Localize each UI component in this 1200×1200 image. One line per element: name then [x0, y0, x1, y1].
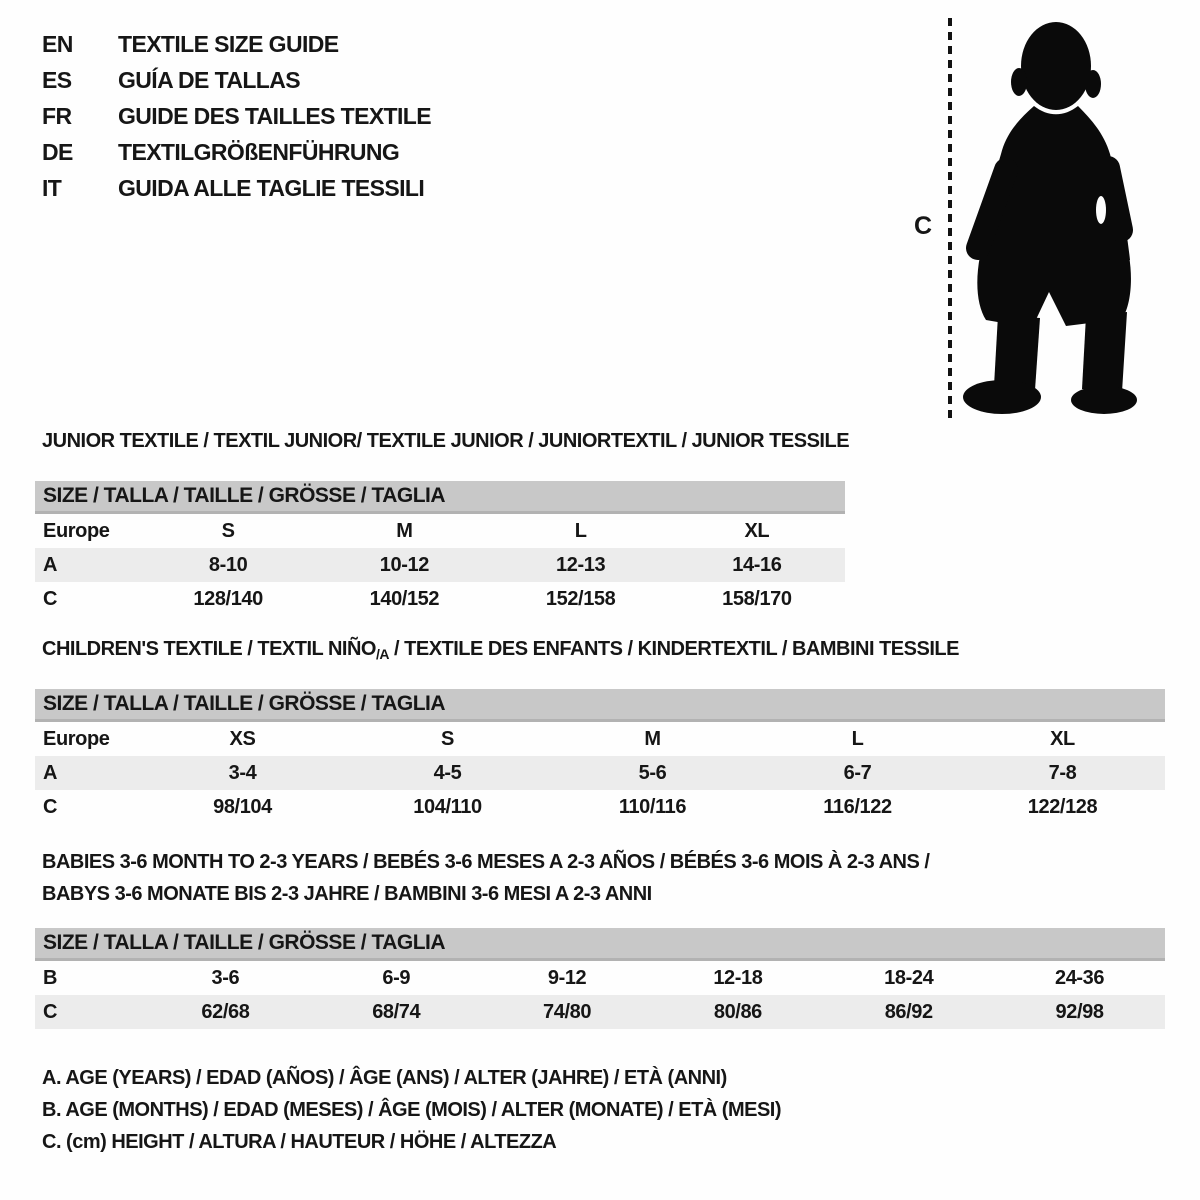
lang-code-fr: FR: [42, 102, 72, 129]
legend-line-a: A. AGE (YEARS) / EDAD (AÑOS) / ÂGE (ANS) / ALTER (JAHRE) / ETÀ (ANNI): [42, 1066, 727, 1089]
lang-label-en: TEXTILE SIZE GUIDE: [118, 30, 339, 57]
legend-line-b: B. AGE (MONTHS) / EDAD (MESES) / ÂGE (MOIS) / ALTER (MONATE) / ETÀ (MESI): [42, 1098, 782, 1121]
table-cell: 6-7: [843, 761, 872, 784]
table-cell: 8-10: [208, 553, 248, 576]
lang-code-es: ES: [42, 66, 72, 93]
table-row: [35, 582, 845, 616]
lang-row-en: [42, 26, 431, 62]
junior-section-title: JUNIOR TEXTILE / TEXTIL JUNIOR/ TEXTILE JUNIOR / JUNIORTEXTIL / JUNIOR TESSILE: [42, 430, 850, 452]
lang-code-de: DE: [42, 138, 73, 165]
legend-line-c: C. (cm) HEIGHT / ALTURA / HAUTEUR / HÖHE / ALTEZZA: [42, 1130, 557, 1153]
table-cell: 74/80: [543, 1000, 592, 1023]
table-cell: 110/116: [618, 795, 687, 818]
table-cell: 14-16: [732, 553, 782, 576]
table-cell: S: [441, 727, 454, 750]
table-cell: 4-5: [433, 761, 462, 784]
table-cell: 10-12: [379, 553, 429, 576]
table-cell: 62/68: [201, 1000, 250, 1023]
table-cell: 158/170: [722, 587, 792, 610]
children-size-header: SIZE / TALLA / TAILLE / GRÖSSE / TAGLIA: [35, 689, 1165, 722]
table-cell: 86/92: [884, 1000, 933, 1023]
table-row: [35, 514, 845, 548]
table-cell: 3-4: [228, 761, 257, 784]
lang-label-de: TEXTILGRÖßENFÜHRUNG: [118, 138, 400, 165]
babies-title-line2: BABYS 3-6 MONATE BIS 2-3 JAHRE / BAMBINI 3-6 MESI A 2-3 ANNI: [42, 883, 652, 905]
children-title-sub: /A: [375, 646, 389, 662]
toddler-silhouette-icon: [960, 20, 1150, 420]
table-cell: S: [221, 519, 235, 542]
row-label: C: [43, 1000, 58, 1023]
table-cell: 92/98: [1055, 1000, 1104, 1023]
table-cell: XS: [229, 727, 256, 750]
babies-table: [35, 928, 1165, 1029]
table-cell: 68/74: [372, 1000, 421, 1023]
table-row: [35, 995, 1165, 1029]
lang-row-fr: [42, 98, 431, 134]
table-cell: 80/86: [713, 1000, 762, 1023]
table-cell: 3-6: [211, 966, 240, 989]
table-row: [35, 722, 1165, 756]
table-cell: 5-6: [638, 761, 667, 784]
table-cell: 7-8: [1048, 761, 1077, 784]
measurement-legend: [42, 1062, 781, 1158]
junior-table: [35, 481, 845, 616]
table-cell: 12-18: [713, 966, 763, 989]
lang-row-it: [42, 170, 431, 206]
table-cell: 12-13: [556, 553, 606, 576]
table-cell: M: [644, 727, 661, 750]
table-cell: XL: [1050, 727, 1075, 750]
lang-code-it: IT: [42, 174, 62, 201]
table-cell: 6-9: [382, 966, 411, 989]
row-label: Europe: [43, 727, 110, 750]
table-cell: 104/110: [413, 795, 482, 818]
children-table: [35, 689, 1165, 824]
row-label: C: [43, 587, 58, 610]
lang-row-de: [42, 134, 431, 170]
lang-label-it: GUIDA ALLE TAGLIE TESSILI: [118, 174, 425, 201]
lang-row-es: [42, 62, 431, 98]
row-label: A: [43, 761, 58, 784]
table-cell: 152/158: [545, 587, 616, 610]
table-cell: 24-36: [1054, 966, 1105, 989]
children-title-suffix: / TEXTILE DES ENFANTS / KINDERTEXTIL / BAMBINI TESSILE: [388, 638, 959, 660]
babies-title-line1: BABIES 3-6 MONTH TO 2-3 YEARS / BEBÉS 3-6 MESES A 2-3 AÑOS / BÉBÉS 3-6 MOIS À 2-3 ANS /: [42, 851, 930, 873]
table-cell: 128/140: [193, 587, 263, 610]
table-cell: 98/104: [213, 795, 272, 818]
babies-size-header: SIZE / TALLA / TAILLE / GRÖSSE / TAGLIA: [35, 928, 1165, 961]
table-cell: 18-24: [884, 966, 934, 989]
language-title-list: [42, 26, 431, 206]
table-row: [35, 961, 1165, 995]
table-cell: 140/152: [369, 587, 440, 610]
height-measure-label: C: [914, 212, 933, 240]
row-label: C: [43, 795, 58, 818]
lang-code-en: EN: [42, 30, 73, 57]
table-cell: M: [396, 519, 413, 542]
junior-size-header: SIZE / TALLA / TAILLE / GRÖSSE / TAGLIA: [35, 481, 845, 514]
table-cell: 116/122: [823, 795, 892, 818]
row-label: Europe: [43, 519, 110, 542]
row-label: B: [43, 966, 58, 989]
babies-section-title: [42, 846, 929, 910]
table-row: [35, 548, 845, 582]
lang-label-es: GUÍA DE TALLAS: [118, 66, 300, 93]
table-cell: L: [574, 519, 587, 542]
height-dashed-line: [948, 18, 952, 418]
table-row: [35, 756, 1165, 790]
lang-label-fr: GUIDE DES TAILLES TEXTILE: [118, 102, 431, 129]
table-row: [35, 790, 1165, 824]
children-section-title: [42, 638, 959, 662]
children-title-prefix: CHILDREN'S TEXTILE / TEXTIL NIÑO: [42, 638, 376, 660]
table-cell: 9-12: [547, 966, 587, 989]
table-cell: XL: [744, 519, 770, 542]
table-cell: 122/128: [1027, 795, 1098, 818]
row-label: A: [43, 553, 58, 576]
table-cell: L: [851, 727, 864, 750]
